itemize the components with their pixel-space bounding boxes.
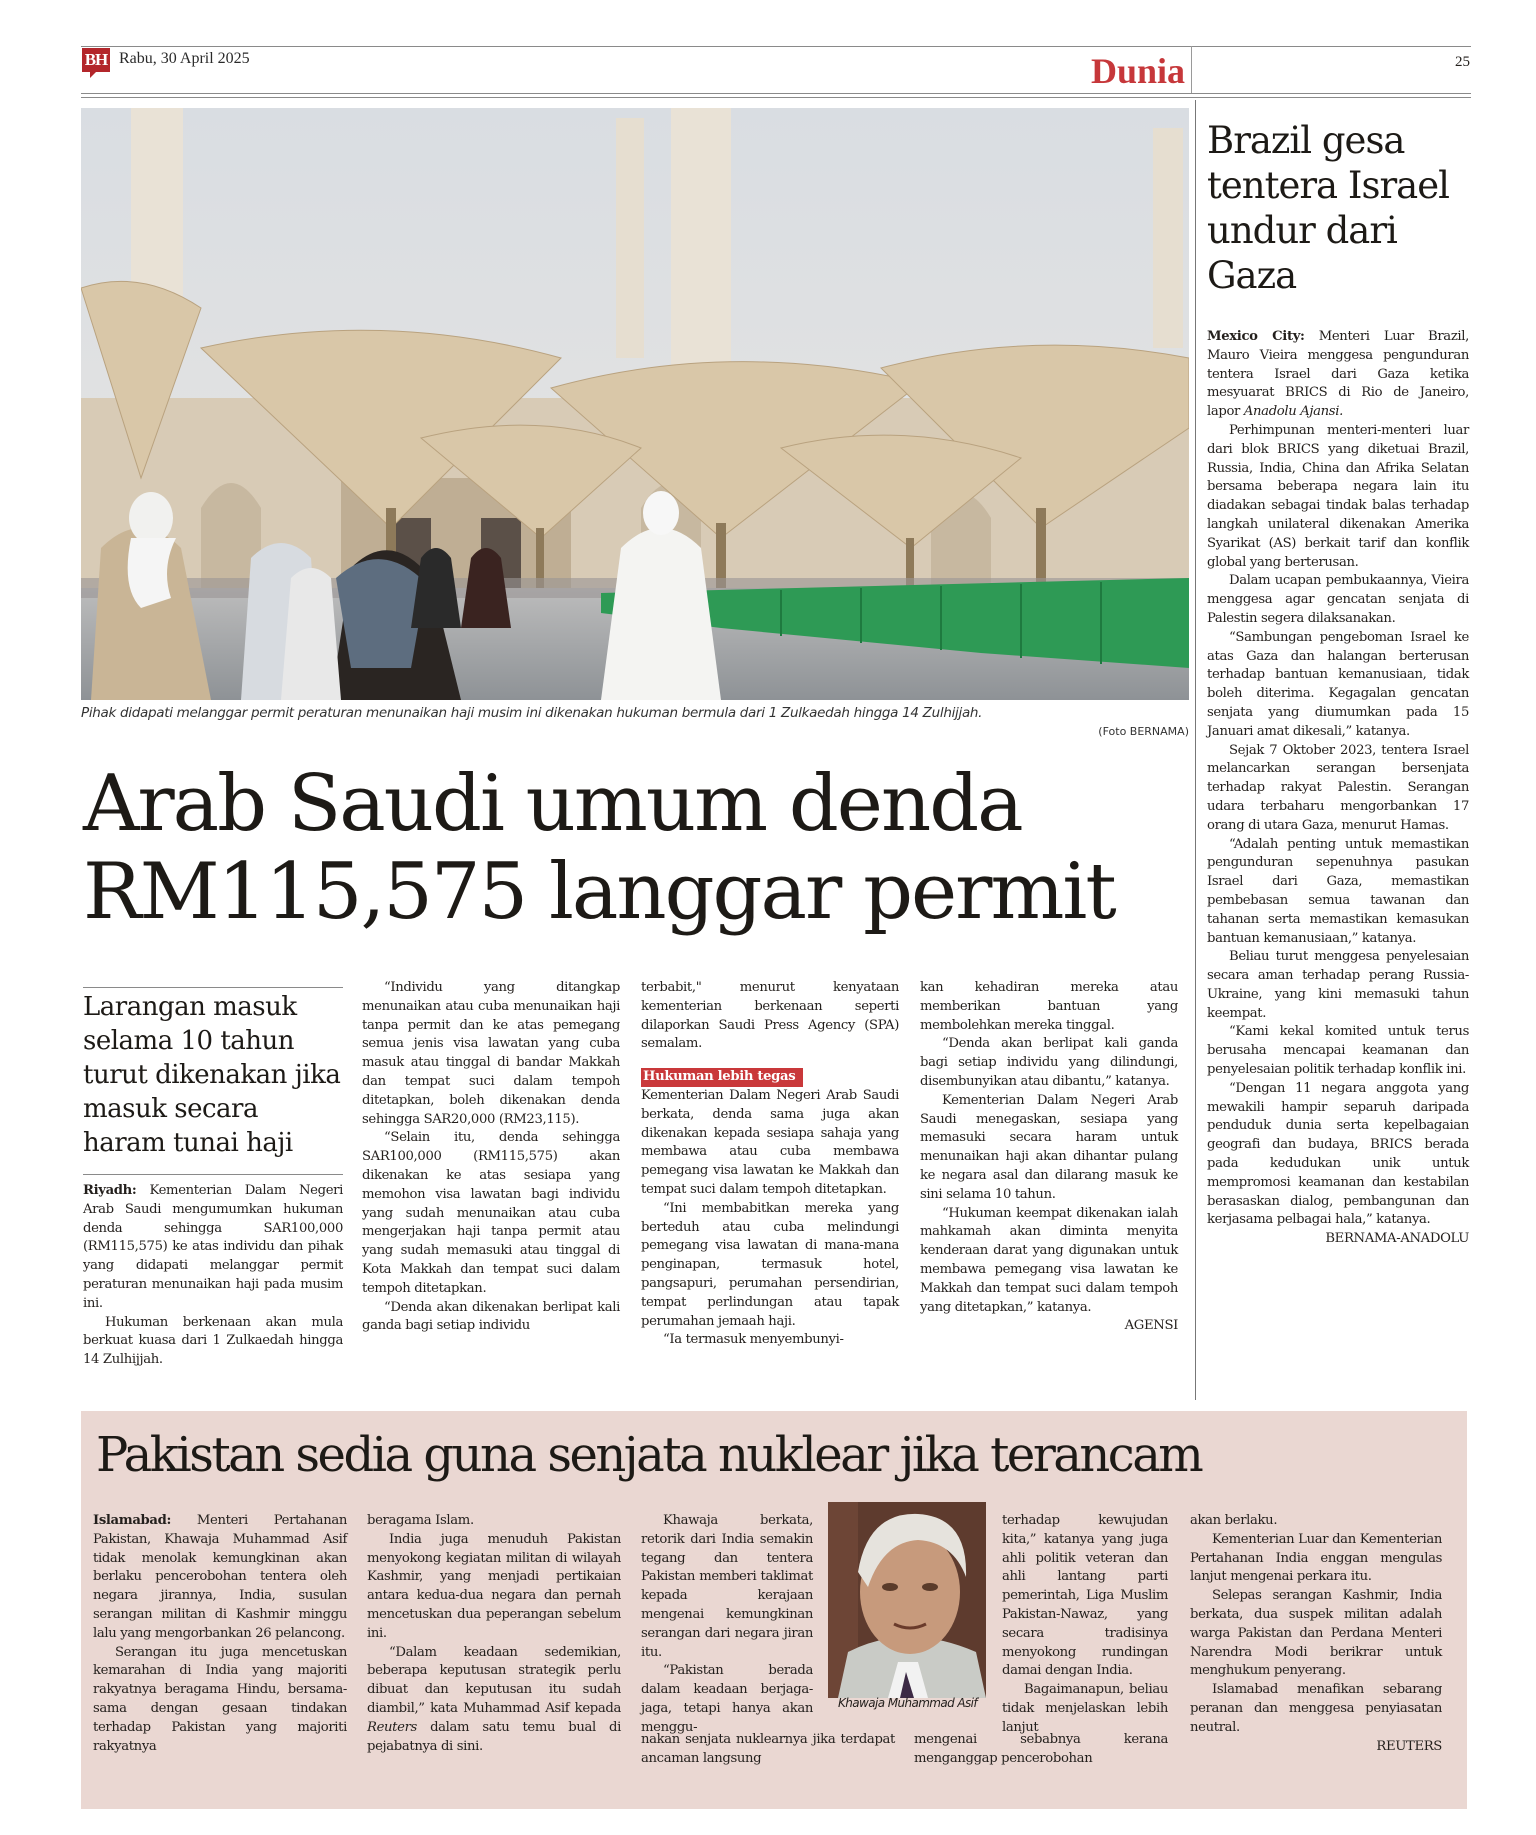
main-col3-para: “Ia termasuk menyembunyi- bbox=[663, 1332, 844, 1348]
pk-dateline: Islamabad: bbox=[93, 1513, 172, 1528]
portrait-caption: Khawaja Muhammad Asif bbox=[838, 1696, 977, 1710]
section-title: Dunia bbox=[1090, 51, 1185, 91]
main-col2-para: “Selain itu, denda sehingga SAR100,000 (RM115,575) akan dikenakan ke atas sesiapa yang memohon visa lawatan bagi individu yang sudah menunaikan atau cuba mengerjakan haji tanpa permit atau yang sudah memasuki atau tinggal di Kota Makkah dan tempat suci dalam tempoh ditetapkan. bbox=[362, 1130, 620, 1296]
page-number: 25 bbox=[1455, 54, 1470, 70]
pk-col5-para: Selepas serangan Kashmir, India berkata, dua suspek militan adalah warga Pakistan dan Perdana Menteri Narendra Modi berikrar untuk menghukum penyerang. bbox=[1190, 1588, 1442, 1679]
photo-credit: (Foto BERNAMA) bbox=[1098, 725, 1189, 738]
sidebar-body bbox=[1207, 328, 1469, 1249]
main-col-3 bbox=[641, 979, 899, 1350]
pk-col3-para: Khawaja berkata, retorik dari India semakin tegang dan tentera Pakistan memberi taklimat kepada kerajaan mengenai kemungkinan serangan dari negara jiran itu. bbox=[641, 1513, 813, 1660]
pk-col5-para: Kementerian Luar dan Kementerian Pertahanan India enggan mengulas lanjut mengenai perkara itu. bbox=[1190, 1531, 1442, 1585]
portrait-photo bbox=[828, 1502, 986, 1698]
sidebar-para: “Dengan 11 negara anggota yang mewakili hampir separuh daripada penduduk dunia serta kepelbagaian geografi dan budaya, BRICS berada pada kedudukan unik untuk mempromosi keamanan dan kestabilan berasaskan dialog, pembangunan dan kerjasama pelbagai hala,” katanya. bbox=[1207, 1080, 1469, 1228]
pk-col4-para: terhadap kewujudan kita,” katanya yang juga ahli politik veteran dan ahli lantang parti pemerintah, Liga Muslim Pakistan-Nawaz, yang secara tradisinya menyokong rundingan damai dengan India. bbox=[1002, 1513, 1168, 1679]
pk-col-3-bottom: nakan senjata nuklearnya jika terdapat ancaman langsung bbox=[641, 1732, 895, 1766]
pk-col-4 bbox=[1002, 1512, 1168, 1738]
main-col2-para: “Individu yang ditangkap menunaikan atau cuba menunaikan haji tanpa permit dan ke atas pemegang semua jenis visa lawatan yang cuba masuk atau tinggal di bandar Makkah dan tempat suci dalam tempoh ditetapkan, boleh dikenakan denda sehingga SAR20,000 (RM23,115). bbox=[362, 980, 620, 1127]
sidebar-para: “Adalah penting untuk memastikan pengunduran sepenuhnya pasukan Israel dari Gaza, memastikan pembebasan semua tawanan dan tahanan serta memastikan kemasukan bantuan kemanusiaan,” katanya. bbox=[1207, 836, 1469, 946]
hajj-photo bbox=[81, 108, 1189, 700]
byline-agensi: AGENSI bbox=[1124, 1318, 1178, 1334]
sidebar-lead: Mexico City: Menteri Luar Brazil, Mauro Vieira menggesa pengunduran tentera Israel dari Gaza ketika mesyuarat BRICS di Rio de Janeiro, lapor Anadolu Ajansi. bbox=[1207, 329, 1469, 420]
subhead: Larangan masuk selama 10 tahun turut dikenakan jika masuk secara haram tunai haji bbox=[83, 992, 341, 1158]
top-rule bbox=[81, 46, 1191, 47]
main-col3-para: “Ini membabitkan mereka yang berteduh atau cuba melindungi pemegang visa lawatan di mana-mana penginapan, termasuk hotel, pangsapuri, perumahan persendirian, tempat perlindungan atau tapak perumahan jemaah haji. bbox=[641, 1200, 899, 1329]
sidebar-headline: Brazil gesa tentera Israel undur dari Gaza bbox=[1207, 119, 1449, 297]
pk-col2-para: India juga menuduh Pakistan menyokong kegiatan militan di wilayah Kashmir, yang menjadi pertikaian antara kedua-dua negara dan pernah mencetuskan dua peperangan sebelum ini. bbox=[367, 1531, 621, 1641]
dateline: Riyadh: bbox=[83, 1183, 137, 1198]
byline-reuters: REUTERS bbox=[1376, 1738, 1442, 1754]
main-headline-line2: RM115,575 langgar permit bbox=[83, 847, 1115, 937]
top-rule-right bbox=[1191, 46, 1471, 47]
portrait-khawaja-asif-icon bbox=[828, 1502, 986, 1698]
pk-col5-para: Islamabad menafikan sebarang peranan dan menggesa penyiasatan neutral. bbox=[1190, 1682, 1442, 1735]
main-col-1 bbox=[83, 1182, 343, 1370]
byline-bernama-anadolu: BERNAMA-ANADOLU bbox=[1325, 1231, 1469, 1247]
pk-col5-lead: akan berlaku. bbox=[1190, 1513, 1278, 1528]
sidebar-para: “Kami kekal komited untuk terus berusaha mencapai keamanan dan penyelesaian politik terhadap konflik ini. bbox=[1207, 1024, 1469, 1078]
main-col4-para: “Denda akan berlipat kali ganda bagi setiap individu yang dilindungi, disembunyikan atau dibantu,” katanya. bbox=[920, 1036, 1178, 1089]
issue-date: Rabu, 30 April 2025 bbox=[119, 50, 250, 67]
main-col1-para: Riyadh: Kementerian Dalam Negeri Arab Saudi mengumumkan hukuman denda sehingga SAR100,000 (RM115,575) ke atas individu dan pihak yang didapati melanggar permit peraturan menunaikan haji pada musim ini. bbox=[83, 1183, 344, 1311]
main-col3-para: Kementerian Dalam Negeri Arab Saudi berkata, denda sama juga akan dikenakan kepada sesiapa sahaja yang membawa atau cuba membawa pemegang visa lawatan ke Makkah dan tempat suci dalam tempoh ditetapkan. bbox=[641, 1087, 899, 1197]
subhead-rule-bottom bbox=[83, 1174, 343, 1175]
main-col2-para: “Denda akan dikenakan berlipat kali ganda bagi setiap individu bbox=[362, 1299, 620, 1334]
sidebar-para: Beliau turut menggesa penyelesaian secara aman terhadap perang Russia-Ukraine, yang kini memasuki tahun keempat. bbox=[1207, 949, 1469, 1021]
main-col1-para: Hukuman berkenaan akan mula berkuat kuasa dari 1 Zulkaedah hingga 14 Zulhijjah. bbox=[83, 1314, 343, 1368]
pk-col2-para: “Dalam keadaan sedemikian, beberapa keputusan strategik perlu dibuat dan keputusan itu sudah diambil,” kata Muhammad Asif kepada Reuters dalam satu temu bual di pejabatnya di sini. bbox=[367, 1644, 621, 1754]
pk-col1-para: Serangan itu juga mencetuskan kemarahan di India yang majoriti rakyatnya beragama Hindu, bersama-sama dengan gesaan tindakan terhadap Pakistan yang majoriti rakyatnya bbox=[93, 1644, 347, 1754]
pk-col3-para: “Pakistan berada dalam keadaan berjaga-jaga, tetapi hanya akan menggu- bbox=[641, 1663, 813, 1735]
pk-col-3 bbox=[641, 1512, 813, 1738]
main-col4-lead: kan kehadiran mereka atau memberikan bantuan yang membolehkan mereka tinggal. bbox=[920, 980, 1178, 1033]
pakistan-headline: Pakistan sedia guna senjata nuklear jika terancam bbox=[96, 1427, 1202, 1483]
main-col-4 bbox=[920, 979, 1178, 1336]
sidebar-dateline: Mexico City: bbox=[1207, 329, 1305, 344]
pk-col-1 bbox=[93, 1512, 347, 1756]
masthead-divider bbox=[1191, 46, 1192, 94]
main-col-2 bbox=[362, 979, 620, 1336]
masthead-rule-2 bbox=[81, 97, 1471, 98]
sidebar-para: Sejak 7 Oktober 2023, tentera Israel melancarkan serangan bersenjata terhadap rakyat Palestin. Serangan udara terbaharu mengorbankan 17 orang di utara Gaza, menurut Hamas. bbox=[1207, 742, 1469, 833]
photo-mosque-courtyard-icon bbox=[81, 108, 1189, 700]
pk-col-2 bbox=[367, 1512, 621, 1756]
pk-col1-para: Islamabad: Menteri Pertahanan Pakistan, Khawaja Muhammad Asif tidak menolak kemungkinan akan berlaku pencerobohan tentera oleh negara jirannya, India, susulan serangan militan di Kashmir minggu lalu yang mengorbankan 26 pelancong. bbox=[93, 1513, 347, 1641]
pk-col-4-bottom: mengenai sebabnya kerana menganggap pencerobohan bbox=[914, 1732, 1168, 1766]
masthead-rule bbox=[81, 93, 1471, 94]
pk-col2-lead: beragama Islam. bbox=[367, 1513, 474, 1528]
sidebar-divider bbox=[1195, 100, 1196, 1400]
main-headline-line1: Arab Saudi umum denda bbox=[83, 759, 1022, 849]
main-col4-para: “Hukuman keempat dikenakan ialah mahkamah akan diminta menyita kenderaan darat yang digunakan untuk membawa pemegang visa lawatan ke Makkah dan tempat suci dalam tempoh yang ditetapkan,” katanya. bbox=[920, 1205, 1178, 1315]
pk-col4-para: Bagaimanapun, beliau tidak menjelaskan lebih lanjut bbox=[1002, 1682, 1168, 1735]
photo-caption: Pihak didapati melanggar permit peraturan menunaikan haji musim ini dikenakan hukuman bermula dari 1 Zulkaedah hingga 14 Zulhijjah. bbox=[81, 705, 983, 721]
pk-col-5 bbox=[1190, 1512, 1442, 1756]
subhead-rule-top bbox=[83, 987, 343, 988]
main-col3-lead: terbabit," menurut kenyataan kementerian berkenaan seperti dilaporkan Saudi Press Agency (SPA) semalam. bbox=[641, 980, 899, 1052]
sidebar-para: “Sambungan pengeboman Israel ke atas Gaza dan halangan berterusan terhadap bantuan kemanusiaan, tidak boleh diterima. Kegagalan gencatan senjata yang diumumkan pada 15 Januari amat dikesali,” katanya. bbox=[1207, 629, 1469, 739]
main-headline bbox=[83, 760, 1193, 936]
crosshead: Hukuman lebih tegas bbox=[641, 1068, 803, 1087]
bh-logo: BH bbox=[82, 48, 110, 72]
sidebar-para: Perhimpunan menteri-menteri luar dari blok BRICS yang diketuai Brazil, Russia, India, China dan Afrika Selatan bersama beberapa negara lain itu diadakan sebagai tindak balas terhadap langkah unilateral dikenakan Amerika Syarikat (AS) berkait tarif dan konflik global yang berterusan. bbox=[1207, 422, 1469, 570]
main-col4-para: Kementerian Dalam Negeri Arab Saudi menegaskan, sesiapa yang memasuki secara haram untuk menunaikan haji akan dihantar pulang ke negara asal dan dilarang masuk ke sini selama 10 tahun. bbox=[920, 1092, 1178, 1202]
sidebar-para: Dalam ucapan pembukaannya, Vieira menggesa agar gencatan senjata di Palestin segera dilaksanakan. bbox=[1207, 573, 1469, 626]
